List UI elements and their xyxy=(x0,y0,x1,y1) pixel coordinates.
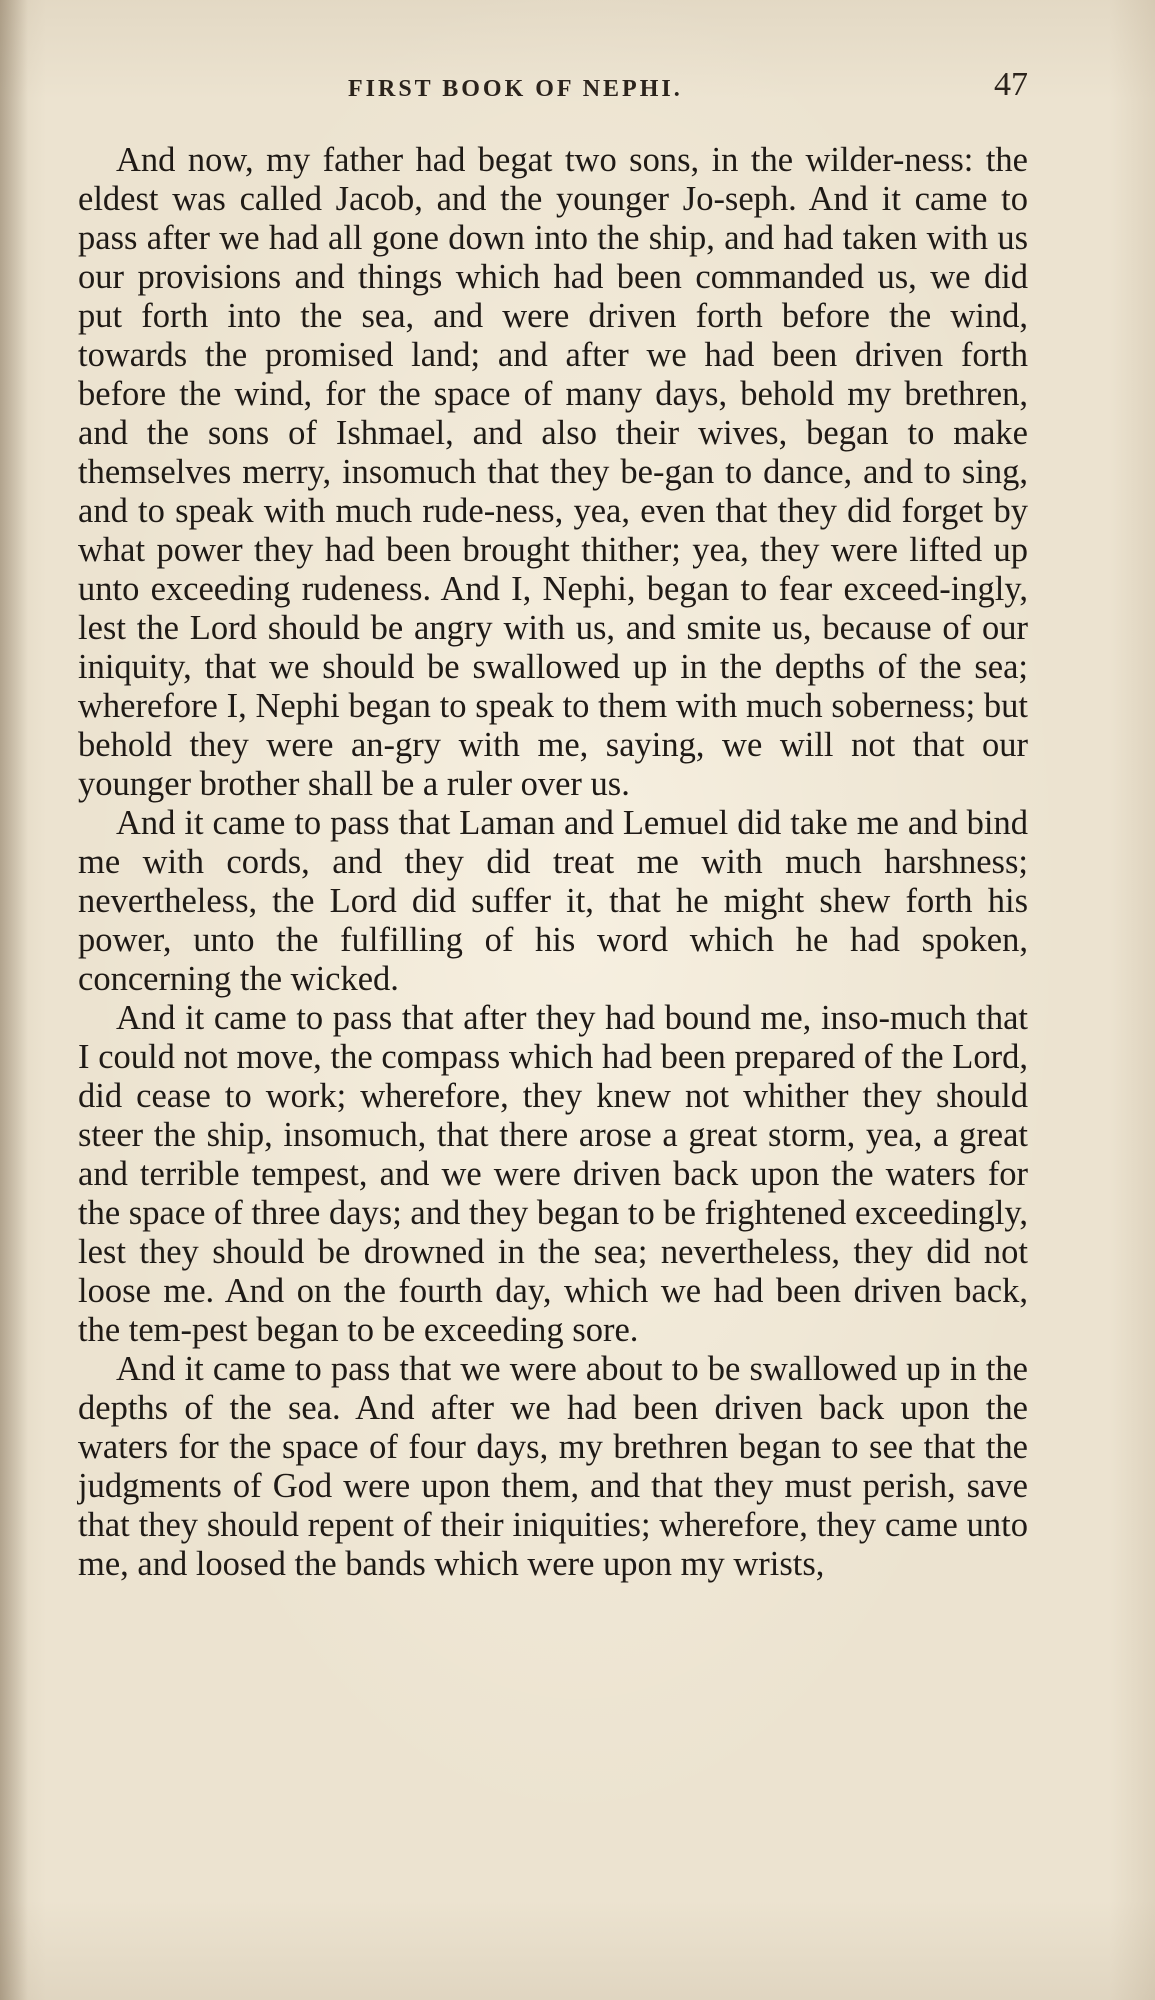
paragraph-1: And now, my father had begat two sons, in the wilder-ness: the eldest was called Jacob, and the younger Jo-seph. And it came to pass after we had all gone down into the ship, and had taken with us our provisions and things which had been commanded us, we did put forth into the sea, and were driven forth before the wind, towards the promised land; and after we had been driven forth before the wind, for the space of many days, behold my brethren, and the sons of Ishmael, and also their wives, began to make themselves merry, insomuch that they be-gan to dance, and to sing, and to speak with much rude-ness, yea, even that they did forget by what power they had been brought thither; yea, they were lifted up unto exceeding rudeness. And I, Nephi, began to fear exceed-ingly, lest the Lord should be angry with us, and smite us, because of our iniquity, that we should be swallowed up in the depths of the sea; wherefore I, Nephi began to speak to them with much soberness; but behold they were an-gry with me, saying, we will not that our younger brother shall be a ruler over us. xyxy=(78,141,1028,803)
running-head xyxy=(78,66,1028,112)
paragraph-3: And it came to pass that after they had bound me, inso-much that I could not move, the compass which had been prepared of the Lord, did cease to work; wherefore, they knew not whither they should steer the ship, insomuch, that there arose a great storm, yea, a great and terrible tempest, and we were driven back upon the waters for the space of three days; and they began to be frightened exceedingly, lest they should be drowned in the sea; nevertheless, they did not loose me. And on the fourth day, which we had been driven back, the tem-pest began to be exceeding sore. xyxy=(78,999,1028,1349)
paragraph-4: And it came to pass that we were about to be swallowed up in the depths of the sea. And after we had been driven back upon the waters for the space of four days, my brethren began to see that the judgments of God were upon them, and that they must perish, save that they should repent of their iniquities; wherefore, they came unto me, and loosed the bands which were upon my wrists, xyxy=(78,1350,1028,1583)
spine-shadow xyxy=(0,0,28,2000)
running-title: FIRST BOOK OF NEPHI. xyxy=(348,76,683,102)
body-text xyxy=(78,141,1028,1584)
page-number: 47 xyxy=(994,66,1028,103)
paragraph-2: And it came to pass that Laman and Lemuel did take me and bind me with cords, and they did treat me with much harshness; nevertheless, the Lord did suffer it, that he might shew forth his power, unto the fulfilling of his word which he had spoken, concerning the wicked. xyxy=(78,804,1028,998)
